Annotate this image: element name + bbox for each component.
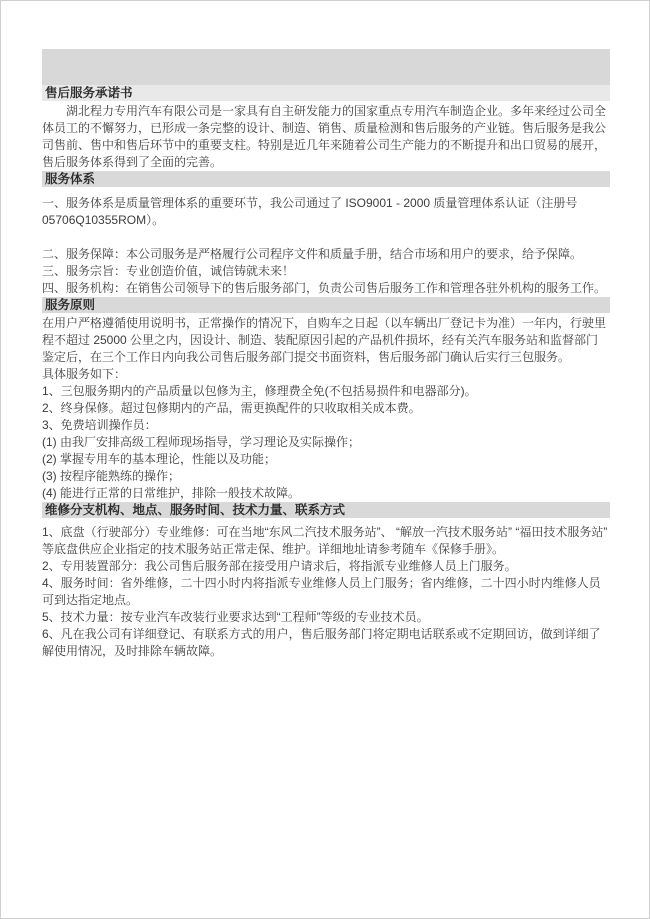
list-item: 一、服务体系是质量管理体系的重要环节，我公司通过了 ISO9001 - 2000 质量管理体系认证（注册号 05706Q10355ROM）。 — [42, 196, 578, 227]
paragraph: 在用户严格遵循使用说明书，正常操作的情况下，自购车之日起（以车辆出厂登记卡为准）一年内，行驶里程不超过 25000 公里之内，因设计、制造、装配原因引起的产品机件损坏，经有关汽车服务站和监督部门鉴定后，在三个工作日内向我公司售后服务部门提交书面资料，售后服务部门确认后实行三包服务。 — [42, 316, 607, 364]
section-heading-service-system: 服务体系 — [42, 171, 610, 187]
list-item: 3、免费培训操作员： — [42, 418, 157, 432]
list-item: (4) 能进行正常的日常维护，排除一般技术故障。 — [42, 486, 301, 500]
document-title: 售后服务承诺书 — [42, 85, 610, 101]
list-item: 1、三包服务期内的产品质量以包修为主，修理费全免(不包括易损件和电器部分)。 — [42, 384, 477, 398]
list-item: 5、技术力量：按专业汽车改装行业要求达到“工程师”等级的专业技术员。 — [42, 610, 429, 624]
section-heading-service-principles: 服务原则 — [42, 297, 610, 313]
list-item: 具体服务如下： — [42, 367, 127, 381]
section-service-principles — [42, 315, 610, 502]
header-placeholder-bar — [42, 49, 610, 85]
list-item: (2) 掌握专用车的基本理论，性能以及功能； — [42, 452, 277, 466]
list-item: (3) 按程序能熟练的操作； — [42, 469, 181, 483]
list-item: 2、专用装置部分：我公司售后服务部在接受用户请求后，将指派专业维修人员上门服务。 — [42, 559, 517, 573]
document-content — [42, 49, 610, 660]
list-item: 4、服务时间：省外维修，二十四小时内将指派专业维修人员上门服务；省内维修，二十四小时内维修人员可到达指定地点。 — [42, 576, 601, 607]
list-item: 四、服务机构：在销售公司领导下的售后服务部门，负责公司售后服务工作和管理各驻外机构的服务工作。 — [42, 281, 607, 295]
list-item: 6、凡在我公司有详细登记、有联系方式的用户，售后服务部门将定期电话联系或不定期回访，做到详细了解使用情况，及时排除车辆故障。 — [42, 627, 601, 658]
intro-paragraph: 湖北程力专用汽车有限公司是一家具有自主研发能力的国家重点专用汽车制造企业。多年来经过公司全体员工的不懈努力，已形成一条完整的设计、制造、销售、质量检测和售后服务的产业链。售后服务是我公司售前、售中和售后环节中的重要支柱。特别是近几年来随着公司生产能力的不断提升和出口贸易的展开，售后服务体系得到了全面的完善。 — [42, 104, 607, 169]
section-repair-network — [42, 524, 610, 660]
blank-line — [42, 229, 610, 246]
section-service-system — [42, 195, 610, 297]
list-item: 1、底盘（行驶部分）专业维修：可在当地“东风二汽技术服务站”、 “解放一汽技术服务站” “福田技术服务站” 等底盘供应企业指定的技术服务站正常走保、维护。详细地址请参考随车《保修手册》。 — [42, 525, 608, 556]
list-item: 三、服务宗旨：专业创造价值，诚信铸就未来！ — [42, 264, 295, 278]
list-item: 2、终身保修。超过包修期内的产品，需更换配件的只收取相关成本费。 — [42, 401, 421, 415]
section-heading-repair-network: 维修分支机构、地点、服务时间、技术力量、联系方式 — [42, 502, 610, 518]
list-item: (1) 由我厂安排高级工程师现场指导，学习理论及实际操作； — [42, 435, 361, 449]
list-item: 二、服务保障：本公司服务是严格履行公司程序文件和质量手册，结合市场和用户的要求，给予保障。 — [42, 247, 583, 261]
